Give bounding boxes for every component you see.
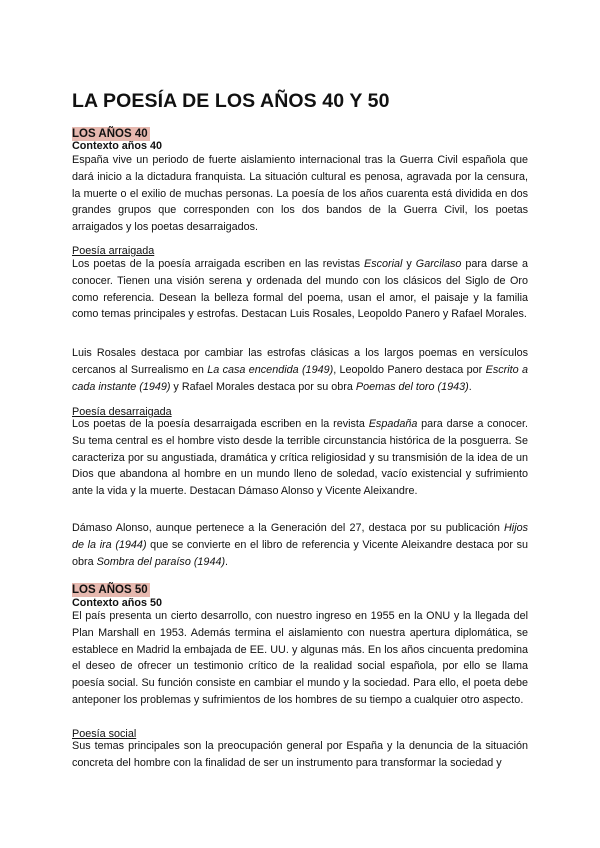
document-title: LA POESÍA DE LOS AÑOS 40 Y 50 — [72, 90, 390, 112]
arraigada-paragraph-1: Los poetas de la poesía arraigada escriben en las revistas Escorial y Garcilaso para darse a conocer. Tienen una visión serena y ordenada del mundo con los clásicos del Siglo de Oro como referencia. Desean la belleza formal del poema, usan el amor, el paisaje y la familia como temas principales y estrofas. Destacan Luis Rosales, Leopoldo Panero y Rafael Morales. — [72, 258, 528, 321]
section-heading-40: LOS AÑOS 40 — [72, 128, 148, 140]
context-50-paragraph: El país presenta un cierto desarrollo, con nuestro ingreso en 1955 en la ONU y la llegada del Plan Marshall en 1953. Además termina el aislamiento con nuestra apertura diplomática, se establece en Madrid la embajada de EE. UU. y algunas más. En los años cincuenta predomina el deseo de ofrecer un testimonio crítico de la realidad social española, por ello se llama poesía social. Su función consiste en cambiar el mundo y la sociedad. Para ello, el poeta debe anteponer los problemas y sufrimientos de los hombres de su tiempo a cualquier otro aspecto. — [72, 610, 528, 706]
desarraigada-paragraph-1: Los poetas de la poesía desarraigada escriben en la revista Espadaña para darse a conocer. Su tema central es el hombre visto desde la terrible circunstancia histórica de la posguerra. Se caracteriza por su angustiada, dramática y crítica religiosidad y su transmisión de la idea de un Dios que abandona al hombre en un mundo lleno de soledad, vacío existencial y sufrimiento ante la vida y la muerte. Destacan Dámaso Alonso y Vicente Aleixandre. — [72, 418, 529, 498]
section-heading-50: LOS AÑOS 50 — [72, 584, 148, 596]
context-50-title: Contexto años 50 — [72, 597, 162, 609]
social-paragraph: Sus temas principales son la preocupación general por España y la denuncia de la situación concreta del hombre con la finalidad de ser un instrumento para transformar la sociedad y — [72, 740, 528, 769]
poesia-social-title: Poesía social — [72, 728, 137, 740]
context-40-paragraph: España vive un periodo de fuerte aislamiento internacional tras la Guerra Civil española que dará inicio a la dictadura franquista. La situación cultural es penosa, agravada por la censura, la muerte o el exilio de muchas personas. La poesía de los años cuarenta está dividida en dos grandes grupos que corresponden con los dos bandos de la Guerra Civil, los poetas arraigados y los poetas desarraigados. — [72, 154, 528, 234]
poesia-desarraigada-title: Poesía desarraigada — [72, 406, 172, 418]
poesia-arraigada-title: Poesía arraigada — [72, 245, 155, 257]
arraigada-paragraph-2: Luis Rosales destaca por cambiar las estrofas clásicas a los largos poemas en versículos cercanos al Surrealismo en La casa encendida (1949), Leopoldo Panero destaca por Escrito a cada instante (1949) y Rafael Morales destaca por su obra Poemas del toro (1943). — [72, 347, 528, 393]
desarraigada-paragraph-2: Dámaso Alonso, aunque pertenece a la Generación del 27, destaca por su publicación Hijos de la ira (1944) que se convierte en el libro de referencia y Vicente Aleixandre destaca por su obra Sombra del paraíso (1944). — [72, 522, 528, 568]
context-40-title: Contexto años 40 — [72, 140, 162, 152]
